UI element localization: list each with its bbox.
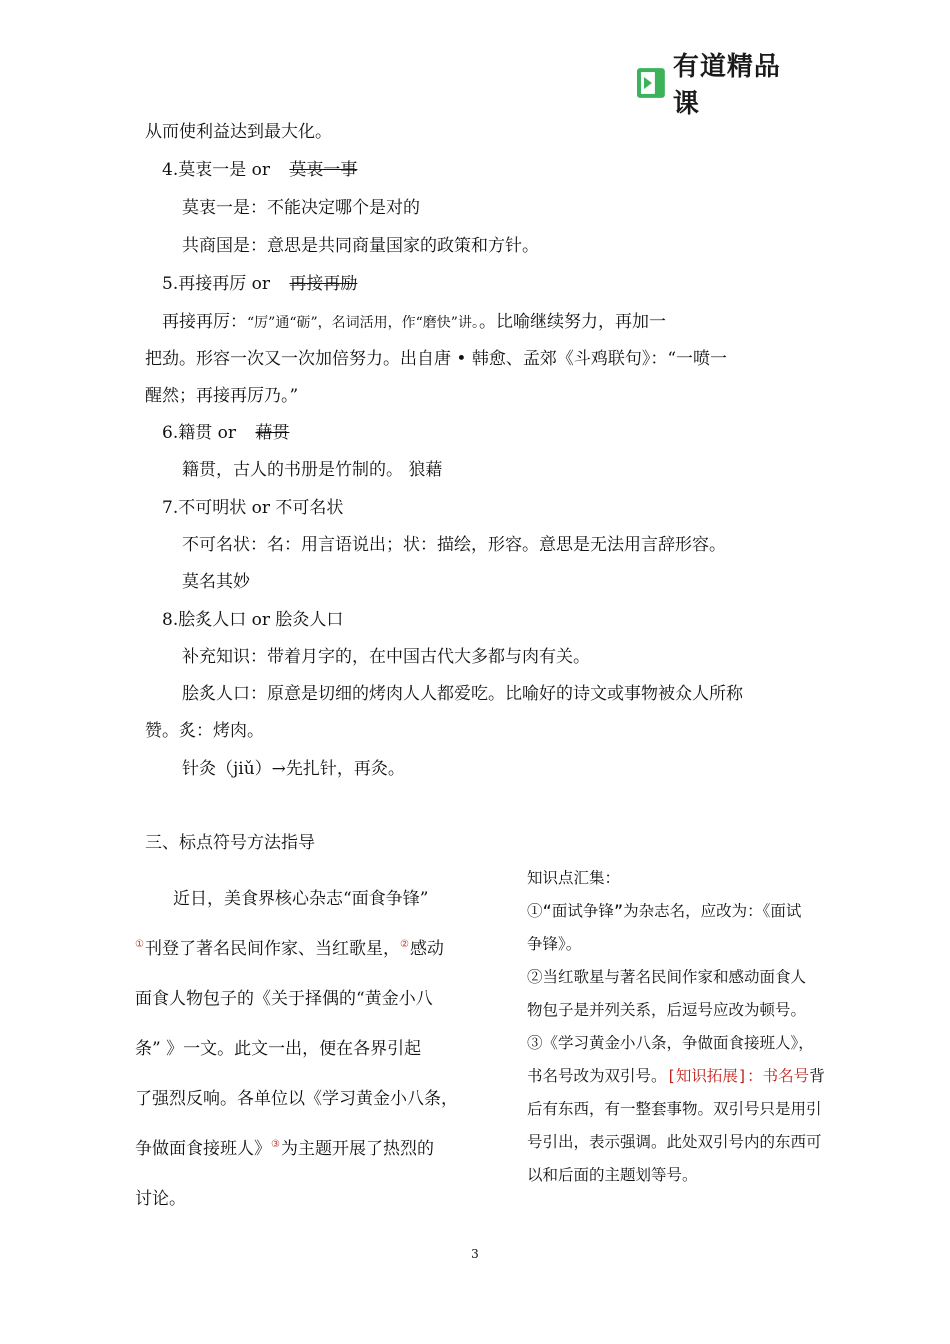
term: 再接再厉： — [162, 312, 247, 332]
section-heading: 三、标点符号方法指导 — [145, 833, 315, 853]
text-line: 莫衷一是：不能决定哪个是对的 — [182, 198, 420, 218]
knowledge-extension: [知识拓展]：书名号 — [666, 1067, 810, 1085]
text-line: 莫名其妙 — [182, 572, 250, 592]
passage-text: 刊登了著名民间作家、当红歌星， — [144, 939, 400, 959]
passage-line — [135, 1134, 434, 1159]
passage-line: 面食人物包子的《关于择偶的“黄金小八 — [135, 989, 433, 1009]
wrong-word: 藉贯 — [255, 423, 290, 443]
passage-line: 近日，美食界核心杂志“面食争锋” — [173, 889, 429, 909]
text-line: 针灸（jiǔ）→先扎针，再灸。 — [182, 759, 405, 779]
note-line: ③《学习黄金小八条，争做面食接班人》， — [527, 1034, 814, 1052]
note-line: 争锋》。 — [527, 935, 582, 953]
text-line: 把劲。形容一次又一次加倍努力。出自唐 • 韩愈、孟郊《斗鸡联句》：“一喷一 — [145, 349, 728, 369]
item-label: 5.再接再厉 or — [162, 274, 276, 294]
passage-line: 了强烈反响。各单位以《学习黄金小八条， — [135, 1089, 458, 1109]
item-6 — [162, 421, 289, 445]
note-line: ②当红歌星与著名民间作家和感动面食人 — [527, 968, 807, 986]
text-line: 醒然；再接再厉乃。” — [145, 386, 299, 406]
item-label: 4.莫衷一是 or — [162, 160, 276, 180]
marker-2: ② — [399, 939, 409, 951]
marker-3: ③ — [271, 1139, 280, 1151]
passage-text: 为主题开展了热烈的 — [280, 1139, 434, 1159]
wrong-word: 再接再励 — [289, 274, 358, 294]
note-line — [527, 1064, 825, 1086]
notes-title: 知识点汇集： — [527, 869, 621, 887]
item-7: 7.不可明状 or 不可名状 — [162, 498, 344, 518]
note-line: 号引出，表示强调。此处双引号内的东西可 — [527, 1133, 822, 1151]
item-label: 6.籍贯 or — [162, 423, 242, 443]
item-5 — [162, 272, 357, 296]
text-line: 不可名状：名：用言语说出；状：描绘，形容。意思是无法用言辞形容。 — [182, 535, 726, 555]
note-line: 以和后面的主题划等号。 — [527, 1166, 698, 1184]
text-line — [162, 310, 666, 335]
passage-text: 感动 — [409, 939, 444, 959]
text: 。比喻继续努力，再加一 — [478, 312, 666, 332]
passage-text: 争做面食接班人》 — [135, 1139, 271, 1159]
text-line: 脍炙人口：原意是切细的烤肉人人都爱吃。比喻好的诗文或事物被众人所称 — [182, 684, 743, 704]
wrong-word: 莫衷一事 — [289, 160, 358, 180]
item-4 — [162, 158, 357, 182]
marker-1: ① — [135, 939, 144, 951]
text-line: 赞。炙：烤肉。 — [145, 721, 264, 741]
passage-line: 条” 》一文。此文一出，便在各界引起 — [135, 1039, 422, 1059]
note: “厉”通“砺”，名词活用，作“磨快”讲。 — [247, 315, 479, 331]
text-line: 补充知识：带着月字的，在中国古代大多都与肉有关。 — [182, 647, 590, 667]
note-text: 书名号改为双引号。 — [527, 1067, 667, 1085]
play-icon — [637, 68, 665, 98]
logo — [637, 52, 807, 119]
passage-line — [135, 934, 444, 959]
page-number: 3 — [471, 1247, 479, 1261]
note-line: 物包子是并列关系，后逗号应改为顿号。 — [527, 1001, 807, 1019]
text-line: 籍贯，古人的书册是竹制的。 狼藉 — [182, 460, 443, 480]
note-text: 背 — [809, 1067, 825, 1085]
text-line: 共商国是：意思是共同商量国家的政策和方针。 — [182, 236, 539, 256]
note-line: 后有东西，有一整套事物。双引号只是用引 — [527, 1100, 822, 1118]
passage-line: 讨论。 — [135, 1189, 186, 1209]
text-line: 从而使利益达到最大化。 — [145, 122, 332, 142]
note-line: ①“面试争锋”为杂志名，应改为：《面试 — [527, 902, 802, 920]
item-8: 8.脍炙人口 or 脍灸人口 — [162, 610, 344, 630]
logo-text: 有道精品课 — [672, 52, 781, 119]
